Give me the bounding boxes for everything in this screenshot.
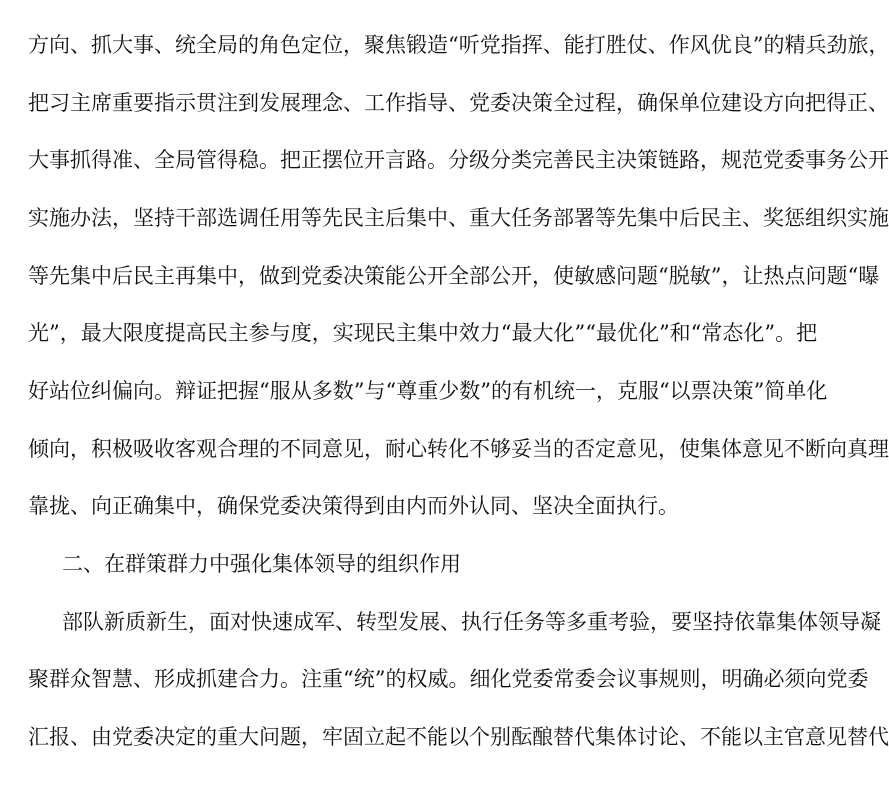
paragraph-line: 等先集中后民主再集中，做到党委决策能公开全部公开，使敏感问题“脱敏”，让热点问题“曝 — [28, 264, 880, 288]
paragraph-line: 大事抓得准、全局管得稳。把正摆位开言路。分级分类完善民主决策链路，规范党委事务公开 — [28, 148, 889, 172]
section-heading: 二、在群策群力中强化集体领导的组织作用 — [62, 552, 461, 576]
paragraph-line: 聚群众智慧、形成抓建合力。注重“统”的权威。细化党委常委会议事规则，明确必须向党委 — [28, 667, 869, 691]
paragraph-line: 光”，最大限度提高民主参与度，实现民主集中效力“最大化”“最优化”和“常态化”。把 — [28, 321, 818, 345]
paragraph-line: 部队新质新生，面对快速成军、转型发展、执行任务等多重考验，要坚持依靠集体领导凝 — [62, 610, 881, 634]
paragraph-line: 倾向，积极吸收客观合理的不同意见，耐心转化不够妥当的否定意见，使集体意见不断向真理 — [28, 437, 889, 461]
paragraph-line: 把习主席重要指示贯注到发展理念、工作指导、党委决策全过程，确保单位建设方向把得正、 — [28, 91, 889, 115]
paragraph-line: 实施办法，坚持干部选调任用等先民主后集中、重大任务部署等先集中后民主、奖惩组织实施 — [28, 206, 889, 230]
paragraph-line: 方向、抓大事、统全局的角色定位，聚焦锻造“听党指挥、能打胜仗、作风优良”的精兵劲旅， — [28, 33, 889, 57]
paragraph-line: 好站位纠偏向。辩证把握“服从多数”与“尊重少数”的有机统一，克服“以票决策”简单化 — [28, 379, 828, 403]
paragraph-line: 靠拢、向正确集中，确保党委决策得到由内而外认同、坚决全面执行。 — [28, 494, 679, 518]
paragraph-line: 汇报、由党委决定的重大问题，牢固立起不能以个别酝酿替代集体讨论、不能以主官意见替代 — [28, 725, 889, 749]
